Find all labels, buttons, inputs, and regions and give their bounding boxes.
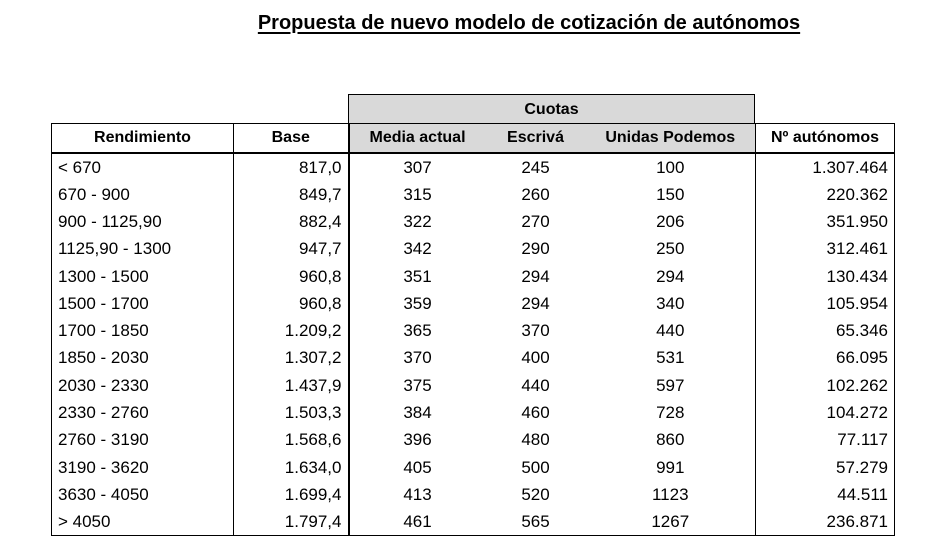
cell-rendimiento: 3190 - 3620 xyxy=(52,453,234,480)
page-title: Propuesta de nuevo modelo de cotización de autónomos xyxy=(257,12,801,34)
cell-escriva: 440 xyxy=(521,375,550,395)
cell-rendimiento: 1125,90 - 1300 xyxy=(52,235,234,262)
cell-media-actual: 351 xyxy=(403,266,432,286)
cell-escriva: 370 xyxy=(521,321,550,341)
cell-rendimiento: < 670 xyxy=(52,153,234,181)
cell-unidas-podemos: 100 xyxy=(586,153,756,181)
cell-escriva: 520 xyxy=(521,484,550,504)
column-header-media-actual: Media actual xyxy=(349,124,486,153)
table-row xyxy=(52,208,895,235)
cell-escriva: 480 xyxy=(521,430,550,450)
cell-unidas-podemos: 531 xyxy=(586,344,756,371)
cell-n-autonomos: 65.346 xyxy=(756,317,895,344)
cell-base: 817,0 xyxy=(234,153,349,181)
cell-n-autonomos: 236.871 xyxy=(756,508,895,536)
cell-media-actual: 307 xyxy=(403,157,432,177)
cell-escriva: 245 xyxy=(521,157,550,177)
cell-escriva: 290 xyxy=(521,239,550,259)
cell-escriva: 460 xyxy=(521,403,550,423)
cell-media-actual: 375 xyxy=(403,375,432,395)
cell-rendimiento: 2330 - 2760 xyxy=(52,399,234,426)
cell-n-autonomos: 104.272 xyxy=(756,399,895,426)
cell-base: 849,7 xyxy=(234,181,349,208)
column-header-escriva: Escrivá xyxy=(486,124,586,153)
cell-base: 1.503,3 xyxy=(234,399,349,426)
cell-n-autonomos: 44.511 xyxy=(756,481,895,508)
cell-base: 1.699,4 xyxy=(234,481,349,508)
cell-unidas-podemos: 294 xyxy=(586,262,756,289)
cell-base: 960,8 xyxy=(234,262,349,289)
table-row xyxy=(52,290,895,317)
cell-media-actual: 342 xyxy=(403,239,432,259)
cell-n-autonomos: 220.362 xyxy=(756,181,895,208)
table-row xyxy=(52,262,895,289)
cell-escriva: 400 xyxy=(521,348,550,368)
table-row xyxy=(52,344,895,371)
table-row xyxy=(52,317,895,344)
cell-base: 1.797,4 xyxy=(234,508,349,536)
cell-base: 1.437,9 xyxy=(234,372,349,399)
cell-escriva: 270 xyxy=(521,211,550,231)
cell-unidas-podemos: 728 xyxy=(586,399,756,426)
cell-media-actual: 365 xyxy=(403,321,432,341)
cell-escriva: 294 xyxy=(521,266,550,286)
cell-base: 947,7 xyxy=(234,235,349,262)
table-header xyxy=(52,124,895,153)
cell-base: 1.634,0 xyxy=(234,453,349,480)
cell-media-actual: 461 xyxy=(349,508,486,536)
cell-unidas-podemos: 1123 xyxy=(586,481,756,508)
table-row xyxy=(52,372,895,399)
cell-rendimiento: 2760 - 3190 xyxy=(52,426,234,453)
table-row xyxy=(52,508,895,536)
cell-rendimiento: 900 - 1125,90 xyxy=(52,208,234,235)
table-row xyxy=(52,181,895,208)
table-row xyxy=(52,235,895,262)
cell-rendimiento: 1850 - 2030 xyxy=(52,344,234,371)
cell-unidas-podemos: 150 xyxy=(586,181,756,208)
cell-base: 1.568,6 xyxy=(234,426,349,453)
column-header-rendimiento: Rendimiento xyxy=(52,124,234,153)
cell-unidas-podemos: 597 xyxy=(586,372,756,399)
cell-base: 882,4 xyxy=(234,208,349,235)
cell-unidas-podemos: 206 xyxy=(586,208,756,235)
cell-rendimiento: 2030 - 2330 xyxy=(52,372,234,399)
cell-n-autonomos: 1.307.464 xyxy=(756,153,895,181)
cell-media-actual: 413 xyxy=(403,484,432,504)
cell-rendimiento: 1300 - 1500 xyxy=(52,262,234,289)
cell-media-actual: 322 xyxy=(403,211,432,231)
cell-rendimiento: 1700 - 1850 xyxy=(52,317,234,344)
table-row xyxy=(52,453,895,480)
cell-unidas-podemos: 340 xyxy=(586,290,756,317)
column-header-base: Base xyxy=(234,124,349,153)
cell-media-actual: 370 xyxy=(403,348,432,368)
cell-n-autonomos: 57.279 xyxy=(756,453,895,480)
cell-rendimiento: 3630 - 4050 xyxy=(52,481,234,508)
cell-n-autonomos: 130.434 xyxy=(756,262,895,289)
cell-unidas-podemos: 440 xyxy=(586,317,756,344)
cell-rendimiento: 1500 - 1700 xyxy=(52,290,234,317)
cell-n-autonomos: 102.262 xyxy=(756,372,895,399)
table-row xyxy=(52,153,895,181)
cell-n-autonomos: 351.950 xyxy=(756,208,895,235)
cell-escriva: 500 xyxy=(521,457,550,477)
cell-rendimiento: > 4050 xyxy=(52,508,234,536)
table-row xyxy=(52,399,895,426)
table-row xyxy=(52,426,895,453)
header-row xyxy=(52,124,895,153)
cell-unidas-podemos: 991 xyxy=(586,453,756,480)
cell-n-autonomos: 66.095 xyxy=(756,344,895,371)
cuotas-group-header: Cuotas xyxy=(348,94,755,123)
cell-escriva: 260 xyxy=(521,184,550,204)
cell-media-actual: 405 xyxy=(403,457,432,477)
cell-base: 1.209,2 xyxy=(234,317,349,344)
cell-unidas-podemos: 860 xyxy=(586,426,756,453)
cell-n-autonomos: 77.117 xyxy=(756,426,895,453)
cell-rendimiento: 670 - 900 xyxy=(52,181,234,208)
cell-escriva: 294 xyxy=(521,293,550,313)
cell-n-autonomos: 312.461 xyxy=(756,235,895,262)
cell-media-actual: 396 xyxy=(403,430,432,450)
column-header-unidas-podemos: Unidas Podemos xyxy=(586,124,756,153)
table-body xyxy=(52,153,895,536)
table-row xyxy=(52,481,895,508)
cell-media-actual: 315 xyxy=(403,184,432,204)
cell-n-autonomos: 105.954 xyxy=(756,290,895,317)
cell-base: 1.307,2 xyxy=(234,344,349,371)
cell-unidas-podemos: 1267 xyxy=(586,508,756,536)
cell-base: 960,8 xyxy=(234,290,349,317)
cell-media-actual: 359 xyxy=(403,293,432,313)
cell-escriva: 565 xyxy=(486,508,586,536)
cell-unidas-podemos: 250 xyxy=(586,235,756,262)
column-header-n-autonomos: Nº autónomos xyxy=(756,124,895,153)
cell-media-actual: 384 xyxy=(403,403,432,423)
cotizacion-table xyxy=(51,123,895,536)
